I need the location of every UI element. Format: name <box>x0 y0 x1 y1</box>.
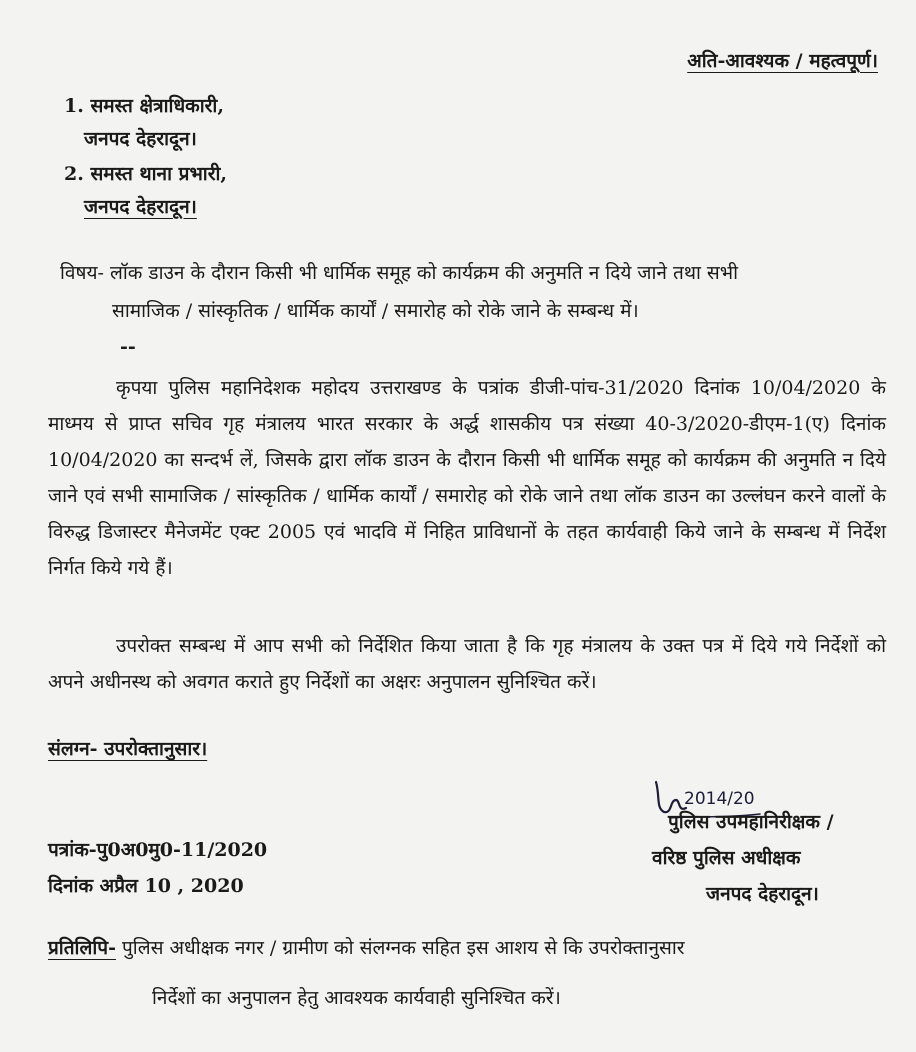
copy-to-line-1 <box>48 934 685 960</box>
recipient-2-title: 2. समस्त थाना प्रभारी, <box>64 163 228 185</box>
body-paragraph-1 <box>48 370 886 586</box>
recipient-1-district: जनपद देहरादून। <box>84 128 197 150</box>
recipient-1-title: 1. समस्त क्षेत्राधिकारी, <box>64 95 224 117</box>
enclosure-note: संलग्न- उपरोक्तानुसार। <box>48 738 208 760</box>
subject-separator: -- <box>120 336 136 358</box>
copy-text-1: पुलिस अधीक्षक नगर / ग्रामीण को संलग्नक सहित इस आशय से कि उपरोक्तानुसार <box>122 937 685 959</box>
copy-text-2: निर्देशों का अनुपालन हेतु आवश्यक कार्यवाही सुनिश्चित करें। <box>152 987 561 1009</box>
body-paragraph-2-text: उपरोक्त सम्बन्ध में आप सभी को निर्देशित किया जाता है कि गृह मंत्रालय के उक्त पत्र में दिये गये निर्देशों को अपने अधीनस्थ को अवगत कराते हुए निर्देशों का अक्षरः अनुपालन सुनिश्चित करें। <box>48 635 886 693</box>
copy-label: प्रतिलिपि- <box>48 937 116 959</box>
body-paragraph-2 <box>48 628 886 700</box>
recipient-2-district: जनपद देहरादून। <box>84 196 197 218</box>
letter-reference-number: पत्रांक-पु0अ0मु0-11/2020 <box>48 839 268 861</box>
letter-date: दिनांक अप्रैल 10 , 2020 <box>48 875 244 897</box>
signature-date: 2014/20 <box>684 789 755 809</box>
signature-designation-1: पुलिस उपमहानिरीक्षक / <box>668 811 834 833</box>
signature-district: जनपद देहरादून। <box>706 883 819 905</box>
subject-block <box>60 254 886 330</box>
signature-designation-2: वरिष्ठ पुलिस अधीक्षक <box>652 847 801 869</box>
subject-line-1: लॉक डाउन के दौरान किसी भी धार्मिक समूह को कार्यक्रम की अनुमति न दिये जाने तथा सभी <box>109 262 739 284</box>
body-paragraph-1-text: कृपया पुलिस महानिदेशक महोदय उत्तराखण्ड के पत्रांक डीजी-पांच-31/2020 दिनांक 10/04/2020 के माध्मय से प्राप्त सचिव गृह मंत्रालय भारत सरकार के अर्द्ध शासकीय पत्र संख्या 40-3/2020-डीएम-1(ए) दिनांक 10/04/2020 का सन्दर्भ लें, जिसके द्वारा लॉक डाउन के दौरान किसी भी धार्मिक समूह को कार्यक्रम की अनुमति न दिये जाने एवं सभी सामाजिक / सांस्कृतिक / धार्मिक कार्यों / समारोह को रोके जाने तथा लॉक डाउन का उल्लंघन करने वालों के विरुद्ध डिजास्टर मैनेजमेंट एक्ट 2005 एवं भादवि में निहित प्राविधानों के तहत कार्यवाही किये जाने के सम्बन्ध में निर्देश निर्गत किये गये हैं। <box>48 377 886 579</box>
subject-label: विषय- <box>60 262 104 284</box>
subject-line-2: सामाजिक / सांस्कृतिक / धार्मिक कार्यों / समारोह को रोके जाने के सम्बन्ध में। <box>112 300 639 322</box>
priority-heading: अति-आवश्यक / महत्वपूर्ण। <box>687 50 878 72</box>
